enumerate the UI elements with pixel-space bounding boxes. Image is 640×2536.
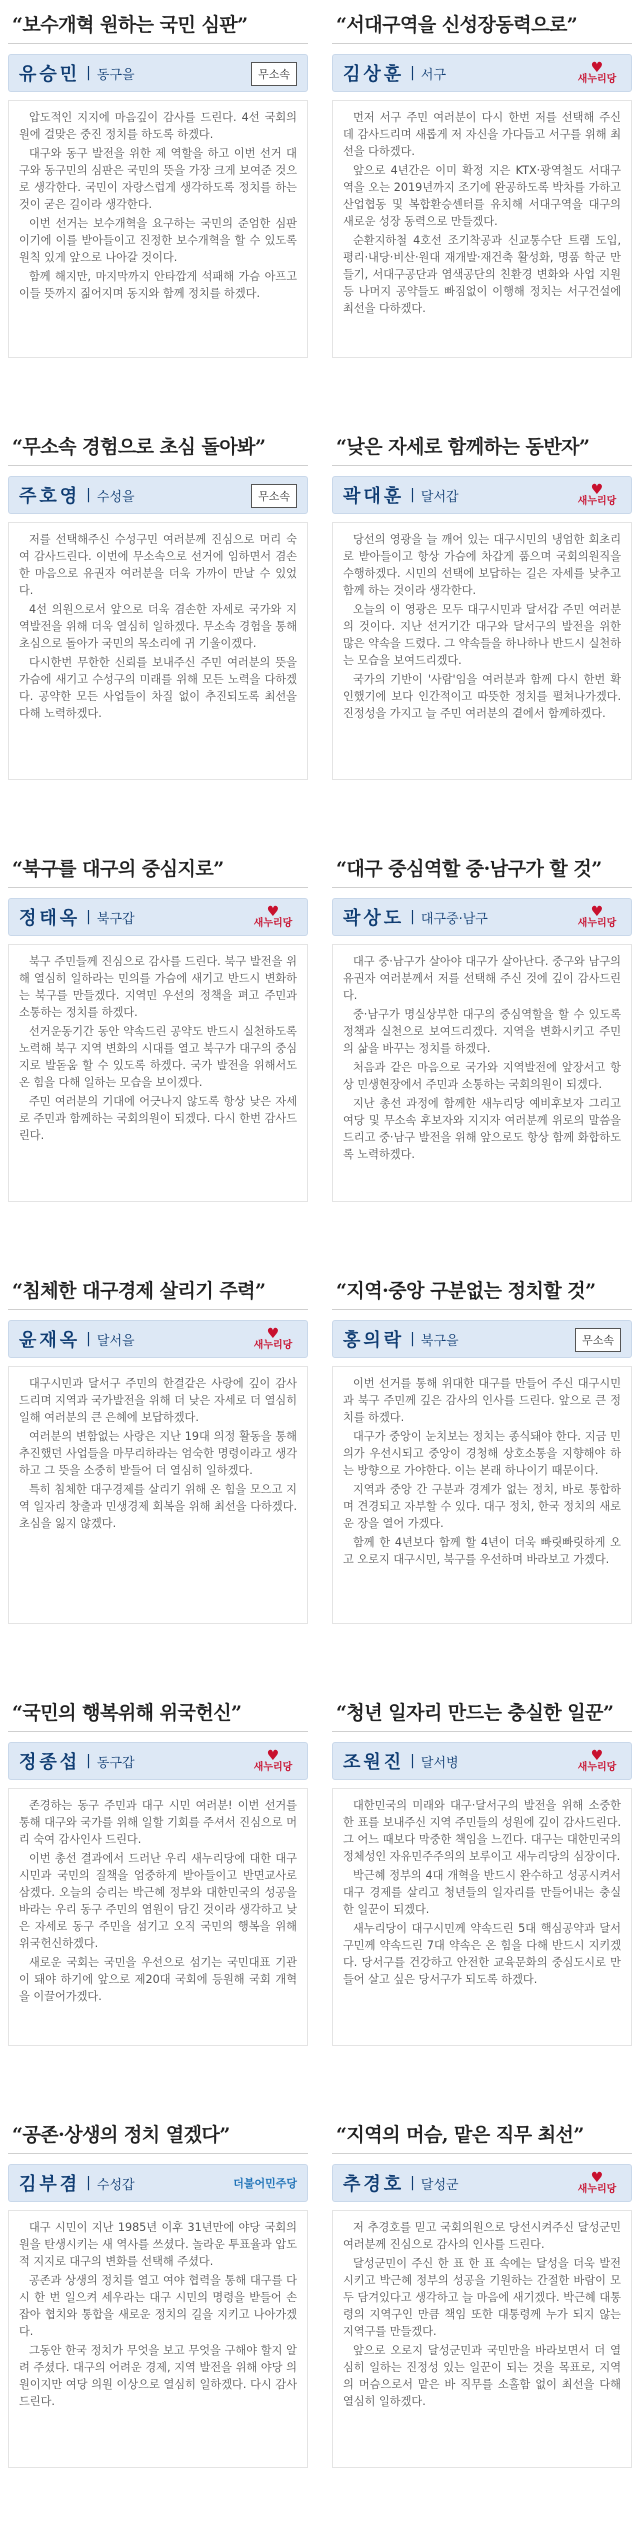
party-badge: 무소속 — [251, 62, 297, 86]
statement-paragraph: 이번 총선 결과에서 드러난 우리 새누리당에 대한 대구 시민과 국민의 질책을 엄중하게 받아들이고 반면교사로 삼겠다. 오늘의 승리는 박근혜 정부와 대한민국의 성공을 바라는 우리 동구 주민의 염원이 담긴 것이라 생각하고 낮은 자세로 동구 주민을 섬기고 오직 국민의 행복을 위해 위국헌신하겠다. — [19, 1852, 297, 1950]
party-label: 새누리당 — [577, 918, 617, 929]
candidate-name: 조원진 — [343, 1752, 405, 1773]
statement-paragraph: 당선의 영광을 늘 깨어 있는 대구시민의 냉엄한 회초리로 받아들이고 항상 가슴에 차갑게 품으며 국회의원직을 수행하겠다. 시민의 선택에 보답하는 길은 자세를 낮추고 함께 하는 것이라 생각한다. — [343, 533, 621, 597]
saenuri-party-logo — [573, 62, 621, 84]
separator: | — [86, 1331, 91, 1347]
separator: | — [86, 65, 91, 81]
candidate-panel — [332, 1692, 632, 2046]
statement-text — [332, 944, 632, 1202]
statement-paragraph: 이번 선거를 통해 위대한 대구를 만들어 주신 대구시민과 북구 주민께 깊은 감사의 인사를 드린다. 앞으로 큰 정치를 하겠다. — [343, 1377, 621, 1424]
district-label: 달성군 — [420, 2177, 459, 2193]
district-label: 달서병 — [420, 1755, 459, 1771]
district-label: 동구을 — [96, 67, 135, 83]
separator: | — [86, 1753, 91, 1769]
party-label: 새누리당 — [577, 74, 617, 85]
statement-paragraph: 대구 시민이 지난 1985년 이후 31년만에 야당 국회의원을 탄생시키는 새 역사를 쓰셨다. 놀라운 투표율과 압도적 지지로 대구의 변화를 선택해 주셨다. — [19, 2221, 297, 2268]
separator: | — [410, 1753, 415, 1769]
name-bar — [332, 898, 632, 936]
candidate-name: 홍의락 — [343, 1330, 405, 1351]
headline: “침체한 대구경제 살리기 주력” — [8, 1270, 308, 1310]
separator: | — [410, 487, 415, 503]
statement-text — [8, 944, 308, 1202]
statement-paragraph: 저를 선택해주신 수성구민 여러분께 진심으로 머리 숙여 감사드린다. 이번에 무소속으로 선거에 임하면서 겸손한 마음으로 유권자 여러분을 더욱 가까이 만날 수 있었다. — [19, 533, 297, 597]
name-bar — [332, 476, 632, 514]
party-badge: 더불어민주당 — [233, 2177, 297, 2190]
candidate-panel — [8, 2114, 308, 2468]
heart-icon: ♥ — [266, 1326, 280, 1342]
candidate-name: 김부겸 — [19, 2174, 81, 2195]
headline: “국민의 행복위해 위국헌신” — [8, 1692, 308, 1732]
headline: “북구를 대구의 중심지로” — [8, 848, 308, 888]
district-label: 동구갑 — [96, 1755, 135, 1771]
name-bar — [8, 476, 308, 514]
party-badge: 무소속 — [575, 1328, 621, 1352]
statement-paragraph: 처음과 같은 마음으로 국가와 지역발전에 앞장서고 항상 민생현장에서 주민과 소통하는 국회의원이 되겠다. — [343, 1061, 621, 1091]
heart-icon: ♥ — [590, 482, 604, 498]
statement-paragraph: 공존과 상생의 정치를 열고 여야 협력을 통해 대구를 다시 한 번 일으켜 세우라는 대구 시민의 명령을 받들어 손잡아 협치와 통합을 새로운 정치의 길을 지키고 나아가겠다. — [19, 2274, 297, 2338]
name-bar — [8, 2164, 308, 2202]
statement-paragraph: 새로운 국회는 국민을 우선으로 섬기는 국민대표 기관이 돼야 하기에 앞으로 제20대 국회에 등원해 국회 개혁을 이끌어가겠다. — [19, 1956, 297, 2003]
heart-icon: ♥ — [266, 1748, 280, 1764]
statement-paragraph: 중·남구가 명실상부한 대구의 중심역할을 할 수 있도록 정책과 실천으로 보여드리겠다. 지역을 변화시키고 주민의 삶을 바꾸는 정치를 하겠다. — [343, 1008, 621, 1055]
statement-paragraph: 먼저 서구 주민 여러분이 다시 한번 저를 선택해 주신 데 감사드리며 새롭게 저 자신을 가다듬고 서구를 위해 최선을 다하겠다. — [343, 111, 621, 158]
candidate-name: 추경호 — [343, 2174, 405, 2195]
district-label: 북구을 — [420, 1333, 459, 1349]
statement-paragraph: 압도적인 지지에 마음깊이 감사를 드린다. 4선 국회의원에 걸맞은 중진 정치를 하도록 하겠다. — [19, 111, 297, 141]
party-label: 새누리당 — [253, 918, 293, 929]
statement-text — [8, 100, 308, 358]
statement-paragraph: 대구가 중앙이 눈치보는 정치는 종식돼야 한다. 지금 민의가 우선시되고 중앙이 경청해 상호소통을 지향해야 하는 방향으로 가야한다. 이는 본래 하나이기 때문이다. — [343, 1430, 621, 1477]
separator: | — [86, 2175, 91, 2191]
headline: “공존·상생의 정치 열겠다” — [8, 2114, 308, 2154]
statement-paragraph: 저 추경호를 믿고 국회의원으로 당선시켜주신 달성군민 여러분께 진심으로 감사의 인사를 드린다. — [343, 2221, 621, 2251]
statement-paragraph: 대구시민과 달서구 주민의 한결같은 사랑에 깊이 감사드리며 지역과 국가발전을 위해 더 낮은 자세로 더 열심히 일해 여러분의 큰 은혜에 보답하겠다. — [19, 1377, 297, 1424]
statement-text — [332, 1366, 632, 1624]
headline: “지역의 머슴, 맡은 직무 최선” — [332, 2114, 632, 2154]
statement-text — [8, 2210, 308, 2468]
candidate-panel — [332, 848, 632, 1202]
candidate-panel — [332, 2114, 632, 2468]
statement-paragraph: 앞으로 오로지 달성군민과 국민만을 바라보면서 더 열심히 일하는 진정성 있는 일꾼이 되는 것을 목표로, 지역의 머슴으로서 맡은 바 직무를 소홀함 없이 최선을 다해 열심히 일하겠다. — [343, 2344, 621, 2408]
statement-paragraph: 앞으로 4년간은 이미 확정 지은 KTX·광역철도 서대구역을 오는 2019년까지 조기에 완공하도록 박차를 가하고 산업협동 및 복합환승센터를 유치해 서대구역을 대구의 새로운 성장 동력으로 만들겠다. — [343, 164, 621, 228]
statement-text — [332, 2210, 632, 2468]
name-bar — [332, 54, 632, 92]
separator: | — [410, 1331, 415, 1347]
statement-text — [8, 522, 308, 780]
district-label: 북구갑 — [96, 911, 135, 927]
district-label: 달서을 — [96, 1333, 135, 1349]
headline: “서대구역을 신성장동력으로” — [332, 4, 632, 44]
district-label: 수성을 — [96, 489, 135, 505]
saenuri-party-logo — [573, 906, 621, 928]
statement-text — [332, 1788, 632, 2046]
statement-paragraph: 국가의 기반이 '사람'임을 여러분과 함께 다시 한번 확인했기에 보다 인간적이고 따뜻한 정치를 펼쳐나가겠다. 진정성을 가지고 늘 주민 여러분의 곁에서 함께하겠다. — [343, 673, 621, 720]
headline: “보수개혁 원하는 국민 심판” — [8, 4, 308, 44]
heart-icon: ♥ — [590, 1748, 604, 1764]
district-label: 서구 — [420, 67, 447, 83]
saenuri-party-logo — [249, 1328, 297, 1350]
candidate-panel — [8, 1270, 308, 1624]
candidate-name: 곽대훈 — [343, 486, 405, 507]
statement-paragraph: 다시한번 무한한 신뢰를 보내주신 주민 여러분의 뜻을 가슴에 새기고 수성구의 미래를 위해 모든 노력을 다하겠다. 공약한 모든 사업들이 차질 없이 추진되도록 최선을 다해 노력하겠다. — [19, 656, 297, 720]
candidate-name: 주호영 — [19, 486, 81, 507]
headline: “낮은 자세로 함께하는 동반자” — [332, 426, 632, 466]
name-bar — [332, 1742, 632, 1780]
statement-text — [332, 522, 632, 780]
statement-paragraph: 대구 중·남구가 살아야 대구가 살아난다. 중구와 남구의 유권자 여러분께서 저를 선택해 주신 것에 깊이 감사드린다. — [343, 955, 621, 1002]
saenuri-party-logo — [573, 484, 621, 506]
candidate-name: 윤재옥 — [19, 1330, 81, 1351]
separator: | — [410, 65, 415, 81]
party-badge: 무소속 — [251, 484, 297, 508]
headline: “무소속 경험으로 초심 돌아봐” — [8, 426, 308, 466]
district-label: 대구중·남구 — [420, 911, 488, 927]
headline: “대구 중심역할 중·남구가 할 것” — [332, 848, 632, 888]
statement-paragraph: 북구 주민들께 진심으로 감사를 드린다. 북구 발전을 위해 열심히 일하라는 민의를 가슴에 새기고 반드시 변화하는 북구를 만들겠다. 지역민 우선의 정책을 펴고 주민과 소통하는 정치를 하겠다. — [19, 955, 297, 1019]
statement-paragraph: 그동안 한국 정치가 무엇을 보고 무엇을 구해야 할지 알려 주셨다. 대구의 어려운 경제, 지역 발전을 위해 야당 의원이지만 여당 의원 이상으로 열심히 일하겠다. 다시 감사드린다. — [19, 2344, 297, 2408]
name-bar — [332, 2164, 632, 2202]
party-label: 새누리당 — [577, 1762, 617, 1773]
statement-paragraph: 특히 침체한 대구경제를 살리기 위해 온 힘을 모으고 지역 일자리 창출과 민생경제 회복을 위해 최선을 다하겠다. 초심을 잃지 않겠다. — [19, 1483, 297, 1530]
candidate-panel — [8, 848, 308, 1202]
statement-paragraph: 새누리당이 대구시민께 약속드린 5대 핵심공약과 달서구민께 약속드린 7대 약속은 온 힘을 다해 반드시 지키겠다. 당서구를 건강하고 안전한 교육문화의 중심도시로 만들어 살고 싶은 당서구가 되도록 하겠다. — [343, 1922, 621, 1986]
party-label: 새누리당 — [577, 496, 617, 507]
statement-paragraph: 대구와 동구 발전을 위한 제 역할을 하고 이번 선거 대구와 동구민의 심판은 국민의 뜻을 가장 크게 보여준 것으로 생각한다. 국민이 자랑스럽게 생각하도록 정치를 하는 것이 굳은 길이라 생각한다. — [19, 147, 297, 211]
statement-paragraph: 주민 여러분의 기대에 어긋나지 않도록 항상 낮은 자세로 주민과 함께하는 국회의원이 되겠다. 다시 한번 감사드린다. — [19, 1095, 297, 1142]
statement-paragraph: 박근혜 정부의 4대 개혁을 반드시 완수하고 성공시켜서 대구 경제를 살리고 청년들의 일자리를 만들어내는 충실한 일꾼이 되겠다. — [343, 1869, 621, 1916]
statement-paragraph: 지역과 중앙 간 구분과 경계가 없는 정치, 바로 통합하며 견경되고 자부할 수 있다. 대구 정치, 한국 정치의 새로운 장을 열어 가겠다. — [343, 1483, 621, 1530]
statement-paragraph: 여러분의 변함없는 사랑은 지난 19대 의정 활동을 통해 추진했던 사업들을 마무리하라는 엄숙한 명령이라고 생각하고 그 뜻을 소중히 받들어 더 열심히 일하겠다. — [19, 1430, 297, 1477]
statement-paragraph: 순환지하철 4호선 조기착공과 신교통수단 트램 도입, 평리·내당·비산·원대 재개발·재건축 활성화, 명품 학군 만들기, 서대구공단과 염색공단의 친환경 변화와 사업 지원 등 나머지 공약들도 빠짐없이 이행해 정치는 서구건설에 최선을 다하겠다. — [343, 234, 621, 315]
statement-paragraph: 오늘의 이 영광은 모두 대구시민과 달서갑 주민 여러분의 것이다. 지난 선거기간 대구와 달서구의 발전을 위한 많은 약속을 드렸다. 그 약속들을 하나하나 반드시 실천하는 모습을 보여드리겠다. — [343, 603, 621, 667]
saenuri-party-logo — [249, 906, 297, 928]
heart-icon: ♥ — [590, 904, 604, 920]
candidate-panel — [8, 4, 308, 358]
candidate-panel — [8, 1692, 308, 2046]
name-bar — [8, 1320, 308, 1358]
statement-text — [332, 100, 632, 358]
name-bar — [332, 1320, 632, 1358]
statement-text — [8, 1366, 308, 1624]
candidate-name: 정종섭 — [19, 1752, 81, 1773]
separator: | — [86, 909, 91, 925]
candidate-name: 곽상도 — [343, 908, 405, 929]
name-bar — [8, 898, 308, 936]
headline: “청년 일자리 만드는 충실한 일꾼” — [332, 1692, 632, 1732]
candidate-panel — [332, 426, 632, 780]
name-bar — [8, 1742, 308, 1780]
separator: | — [410, 2175, 415, 2191]
separator: | — [410, 909, 415, 925]
statement-paragraph: 존경하는 동구 주민과 대구 시민 여러분! 이번 선거를 통해 대구와 국가를 위해 일할 기회를 주셔서 진심으로 머리 숙여 감사인사 드린다. — [19, 1799, 297, 1846]
party-label: 새누리당 — [253, 1340, 293, 1351]
party-label: 새누리당 — [577, 2184, 617, 2195]
district-label: 수성갑 — [96, 2177, 135, 2193]
statement-paragraph: 4선 의원으로서 앞으로 더욱 겸손한 자세로 국가와 지역발전을 위해 더욱 열심히 일하겠다. 무소속 경험을 통해 초심으로 돌아가 국민의 목소리에 귀 기울이겠다. — [19, 603, 297, 650]
saenuri-party-logo — [573, 1750, 621, 1772]
statement-paragraph: 함께 한 4년보다 함께 할 4년이 더욱 빠릿빠릿하게 오고 오로지 대구시민, 북구를 우선하며 바라보고 가겠다. — [343, 1536, 621, 1566]
candidate-panel — [332, 4, 632, 358]
statement-paragraph: 선거운동기간 동안 약속드린 공약도 반드시 실천하도록 노력해 북구 지역 변화의 시대를 열고 북구가 대구의 중심지로 발돋움 할 수 있도록 하겠다. 국가 발전을 위해서도 온 힘을 다해 일하는 모습을 보이겠다. — [19, 1025, 297, 1089]
candidate-panel — [332, 1270, 632, 1624]
heart-icon: ♥ — [590, 60, 604, 76]
statement-paragraph: 대한민국의 미래와 대구·달서구의 발전을 위해 소중한 한 표를 보내주신 지역 주민들의 성원에 깊이 감사드린다. 그 어느 때보다 막중한 책임을 느낀다. 대구는 대한민국의 정체성인 자유민주주의의 보루이고 새누리당의 심장이다. — [343, 1799, 621, 1863]
statement-paragraph: 달성군민이 주신 한 표 한 표 속에는 달성을 더욱 발전시키고 박근혜 정부의 성공을 기원하는 간절한 바람이 모두 담겨있다고 생각하고 늘 마음에 새기겠다. 박근혜 대통령의 지역구인 만큼 책임 또한 대통령께 누가 되지 않는 지역구를 만들겠다. — [343, 2257, 621, 2338]
candidate-name: 정태옥 — [19, 908, 81, 929]
district-label: 달서갑 — [420, 489, 459, 505]
headline: “지역·중앙 구분없는 정치할 것” — [332, 1270, 632, 1310]
saenuri-party-logo — [249, 1750, 297, 1772]
statement-paragraph: 이번 선거는 보수개혁을 요구하는 국민의 준엄한 심판이기에 이를 받아들이고 진정한 보수개혁을 할 수 있도록 원칙 있게 앞으로 나아갈 것이다. — [19, 217, 297, 264]
heart-icon: ♥ — [590, 2170, 604, 2186]
statement-text — [8, 1788, 308, 2046]
heart-icon: ♥ — [266, 904, 280, 920]
saenuri-party-logo — [573, 2172, 621, 2194]
separator: | — [86, 487, 91, 503]
candidate-name: 유승민 — [19, 64, 81, 85]
candidate-panel — [8, 426, 308, 780]
candidate-name: 김상훈 — [343, 64, 405, 85]
party-label: 새누리당 — [253, 1762, 293, 1773]
name-bar — [8, 54, 308, 92]
statement-paragraph: 지난 총선 과정에 함께한 새누리당 예비후보자 그리고 여당 및 무소속 후보자와 지지자 여러분께 위로의 말씀을 드리고 중·남구 발전을 위해 앞으로도 항상 함께 화합하도록 노력하겠다. — [343, 1097, 621, 1161]
statement-paragraph: 함께 해지만, 마지막까지 안타깝게 석패해 가슴 아프고 이들 뜻까지 짊어지며 동지와 함께 정치를 하겠다. — [19, 270, 297, 300]
